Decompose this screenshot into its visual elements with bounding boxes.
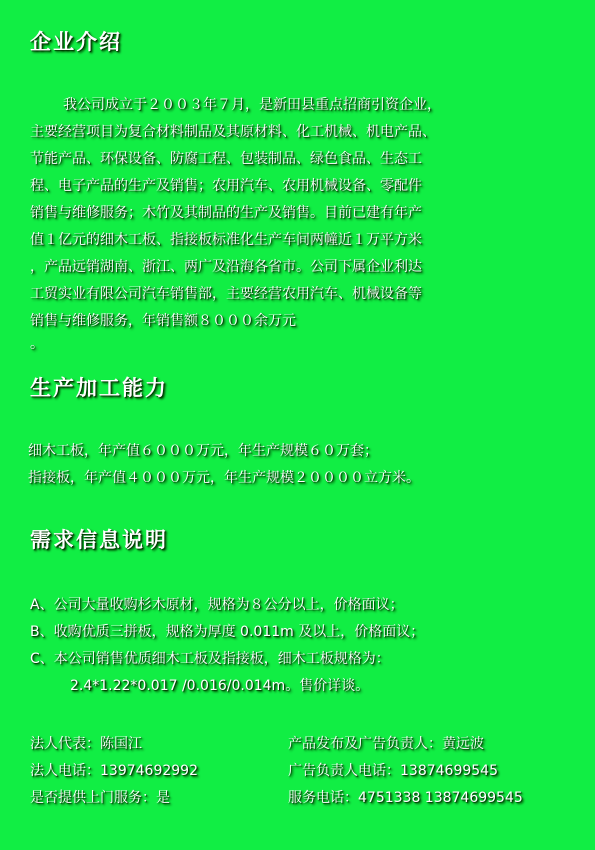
intro-heading: 企业介绍 xyxy=(30,30,122,54)
demand-heading: 需求信息说明 xyxy=(30,528,168,552)
door-service: 是否提供上门服务：是 xyxy=(30,790,170,806)
intro-line: 主要经营项目为复合材料制品及其原材料、化工机械、机电产品、 xyxy=(30,124,436,140)
intro-line: 我公司成立于２００３年７月，是新田县重点招商引资企业， xyxy=(63,97,441,113)
contact-left-column xyxy=(30,731,198,812)
capacity-line: 细木工板，年产值６０００万元，年生产规模６０万套； xyxy=(28,443,378,459)
intro-line: 销售与维修服务，年销售额８０００余万元 xyxy=(30,313,296,329)
intro-line: 程、电子产品的生产及销售；农用汽车、农用机械设备、零配件 xyxy=(30,178,422,194)
legal-representative: 法人代表：陈国江 xyxy=(30,736,142,752)
demand-item-b: B、收购优质三拼板，规格为厚度 0.011m 及以上，价格面议； xyxy=(30,624,425,640)
service-phone: 服务电话：4751338 13874699545 xyxy=(288,790,523,806)
intro-paragraph xyxy=(30,92,441,353)
ad-manager-phone: 广告负责人电话：13874699545 xyxy=(288,763,498,779)
intro-line: 工贸实业有限公司汽车销售部，主要经营农用汽车、机械设备等 xyxy=(30,286,422,302)
demand-item-a: A、公司大量收购杉木原材，规格为８公分以上，价格面议； xyxy=(30,597,404,613)
demand-item-c: C、本公司销售优质细木工板及指接板，细木工板规格为： xyxy=(30,651,390,667)
intro-line: ，产品远销湖南、浙江、两广及沿海各省市。公司下属企业利达 xyxy=(30,259,422,275)
demand-paragraph xyxy=(30,592,424,700)
intro-line: 值１亿元的细木工板、指接板标准化生产车间两幢近１万平方米 xyxy=(30,232,422,248)
capacity-heading: 生产加工能力 xyxy=(30,376,168,400)
legal-phone: 法人电话：13974692992 xyxy=(30,763,198,779)
capacity-paragraph xyxy=(28,438,420,492)
intro-line: 节能产品、环保设备、防腐工程、包装制品、绿色食品、生态工 xyxy=(30,151,422,167)
contact-right-column xyxy=(288,731,523,812)
demand-item-c-spec: 2.4*1.22*0.017 /0.016/0.014m。售价详谈。 xyxy=(70,678,370,694)
intro-line: 销售与维修服务；木竹及其制品的生产及销售。目前已建有年产 xyxy=(30,205,422,221)
capacity-line: 指接板，年产值４０００万元，年生产规模２００００立方米。 xyxy=(28,470,420,486)
ad-manager: 产品发布及广告负责人：黄远波 xyxy=(288,736,484,752)
intro-line: 。 xyxy=(30,336,44,352)
